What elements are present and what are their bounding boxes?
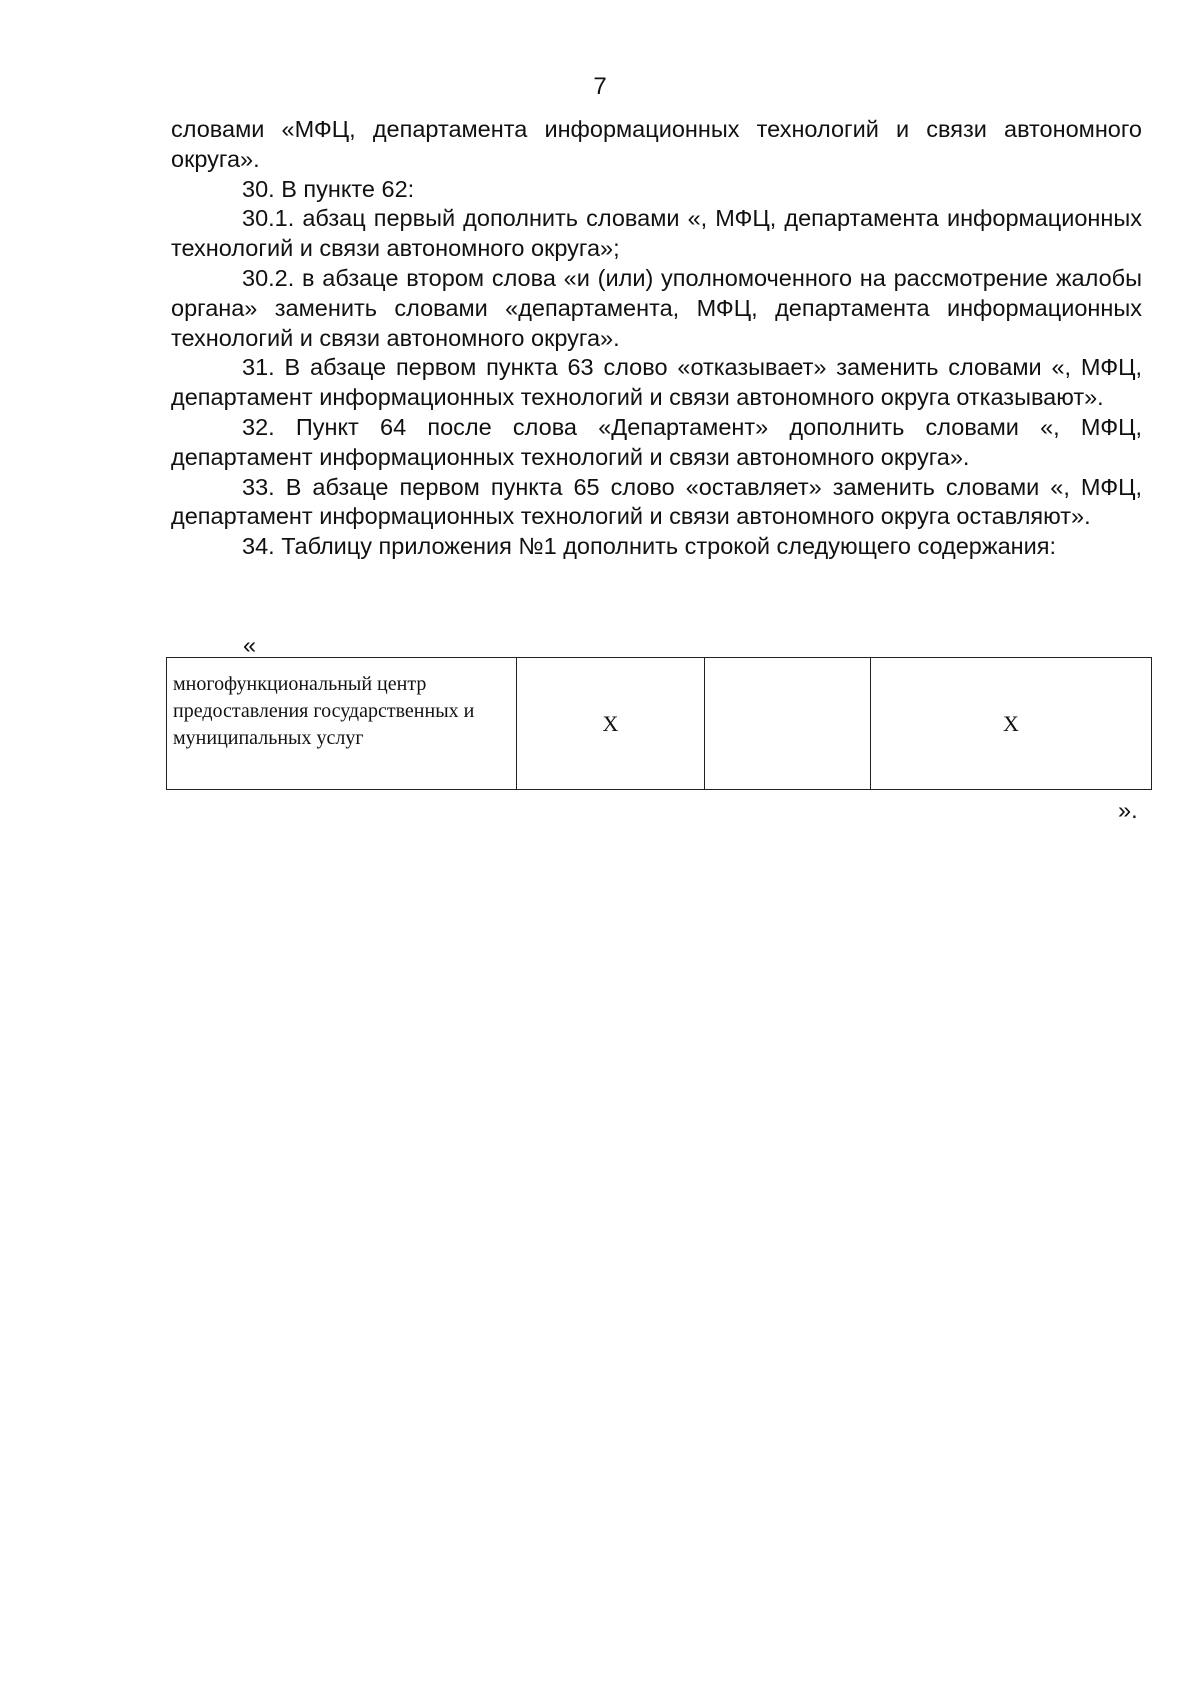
table-cell-name: многофункциональный центр предоставления государственных и муниципальных услуг: [167, 658, 517, 790]
opening-quote: «: [243, 632, 257, 658]
table-cell-mark-3: Х: [871, 658, 1152, 790]
appendix-table-row: [166, 657, 1152, 790]
table-cell-mark-2: [705, 658, 871, 790]
paragraph-item-30-1: 30.1. абзац первый дополнить словами «, МФЦ, департамента информационных технологий и связи автономного округа»;: [171, 205, 1142, 262]
table-row: [167, 658, 1152, 790]
paragraph-item-33: 33. В абзаце первом пункта 65 слово «оставляет» заменить словами «, МФЦ, департамент информационных технологий и связи автономного округа оставляют».: [171, 473, 1142, 530]
paragraph-item-30: 30. В пункте 62:: [242, 175, 415, 202]
table-cell-mark-1: Х: [517, 658, 705, 790]
paragraph-continuation: словами «МФЦ, департамента информационных технологий и связи автономного округа».: [171, 116, 1142, 172]
paragraph-item-34: 34. Таблицу приложения №1 дополнить строкой следующего содержания:: [242, 533, 1057, 560]
closing-quote: ».: [1118, 797, 1138, 823]
document-body: [171, 115, 1142, 562]
paragraph-item-31: 31. В абзаце первом пункта 63 слово «отказывает» заменить словами «, МФЦ, департамент информационных технологий и связи автономного округа отказывают».: [171, 354, 1142, 411]
page-number: 7: [593, 73, 607, 100]
paragraph-item-30-2: 30.2. в абзаце втором слова «и (или) уполномоченного на рассмотрение жалобы органа» заменить словами «департамента, МФЦ, департамента информационных технологий и связи автономного округа».: [171, 264, 1142, 351]
paragraph-item-32: 32. Пункт 64 после слова «Департамент» дополнить словами «, МФЦ, департамент информационных технологий и связи автономного округа».: [171, 413, 1142, 470]
